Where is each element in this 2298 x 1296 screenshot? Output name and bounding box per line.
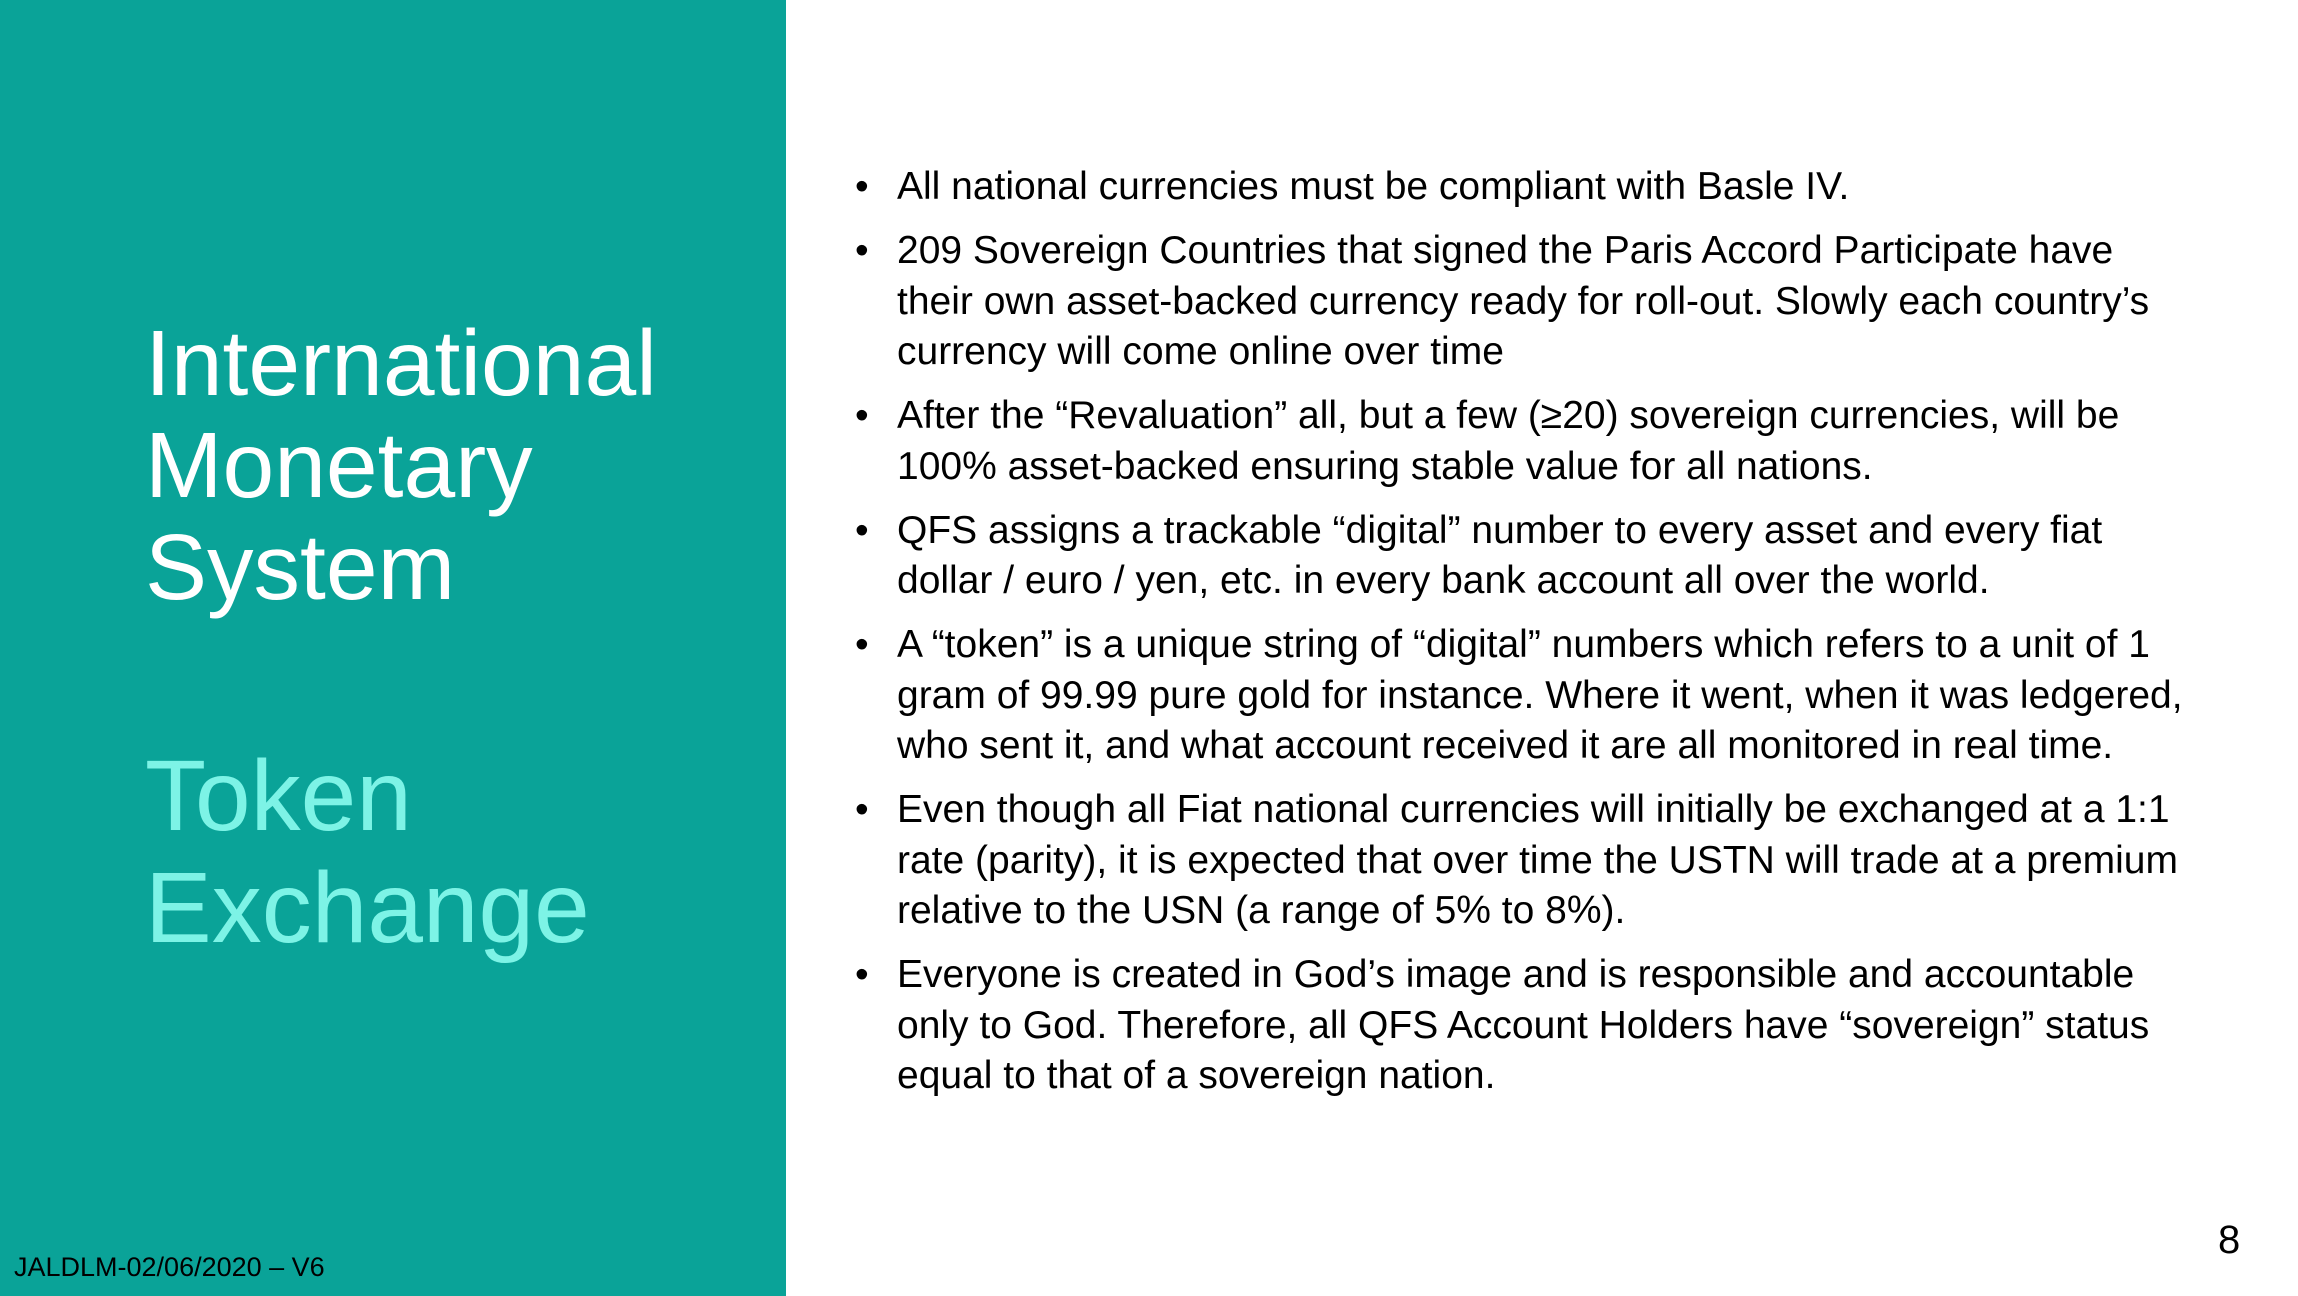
- page-number: 8: [2218, 1218, 2241, 1262]
- slide-subtitle: [145, 740, 765, 964]
- subtitle-line: Token: [145, 740, 412, 852]
- title-line: System: [145, 515, 456, 619]
- bullet-text: After the “Revaluation” all, but a few (≥20) sovereign currencies, will be 100% asset-backed ensuring stable value for all nations.: [897, 394, 2120, 488]
- footer-document-id: JALDLM-02/06/2020 – V6: [14, 1252, 325, 1282]
- bullet-icon: •: [855, 229, 869, 272]
- bullet-list: [855, 162, 2187, 1115]
- bullet-icon: •: [855, 953, 869, 996]
- title-line: Monetary: [145, 413, 533, 517]
- slide-title: [145, 312, 765, 618]
- bullet-text: Everyone is created in God’s image and is responsible and accountable only to God. Therefore, all QFS Account Holders have “sovereign” status equal to that of a sovereign nation.: [897, 953, 2150, 1097]
- bullet-icon: •: [855, 788, 869, 831]
- title-line: International: [145, 311, 657, 415]
- bullet-icon: •: [855, 394, 869, 437]
- bullet-item: [855, 162, 2187, 213]
- bullet-item: [855, 506, 2187, 607]
- bullet-item: [855, 785, 2187, 937]
- bullet-icon: •: [855, 508, 869, 552]
- bullet-item: [855, 391, 2187, 492]
- bullet-item: [855, 226, 2187, 378]
- bullet-icon: •: [855, 165, 869, 208]
- bullet-icon: •: [855, 623, 869, 666]
- bullet-text: 209 Sovereign Countries that signed the Paris Accord Participate have their own asset-backed currency ready for roll-out. Slowly each country’s currency will come online over time: [897, 229, 2150, 373]
- bullet-item: [855, 950, 2187, 1102]
- bullet-item: [855, 620, 2187, 772]
- title-panel: [0, 0, 786, 1296]
- subtitle-line: Exchange: [145, 852, 590, 964]
- bullet-text: All national currencies must be compliant with Basle IV.: [897, 165, 1850, 208]
- bullet-text: A “token” is a unique string of “digital” numbers which refers to a unit of 1 gram of 99.99 pure gold for instance. Where it went, when it was ledgered, who sent it, and what account received it are all monitored in real time.: [897, 623, 2183, 767]
- bullet-text: QFS assigns a trackable “digital” number to every asset and every fiat dollar / euro / yen, etc. in every bank account all over the world.: [897, 508, 2103, 602]
- bullet-text: Even though all Fiat national currencies will initially be exchanged at a 1:1 rate (parity), it is expected that over time the USTN will trade at a premium relative to the USN (a range of 5% to 8%).: [897, 788, 2178, 932]
